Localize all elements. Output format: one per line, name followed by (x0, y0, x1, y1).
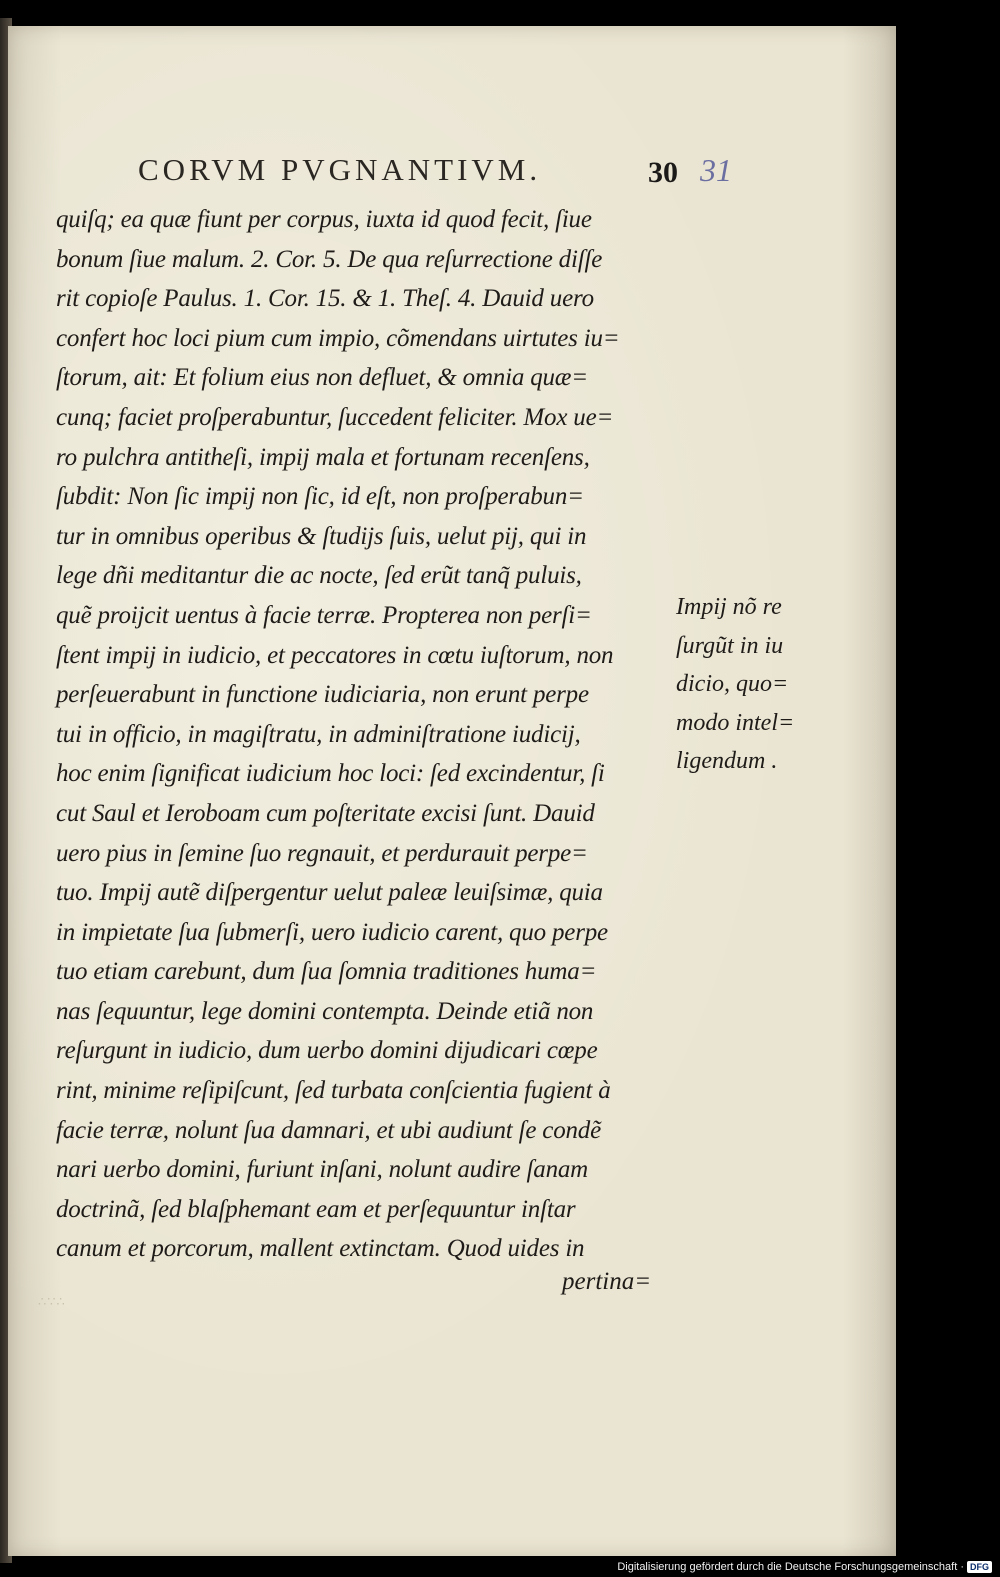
text-line: doctrinã, ſed blaſphemant eam et perſequuntur inſtar (56, 1195, 576, 1223)
text-line: facie terræ, nolunt ſua damnari, et ubi audiunt ſe condẽ (56, 1116, 601, 1144)
text-line: reſurgunt in iudicio, dum uerbo domini dijudicari cœpe (56, 1037, 598, 1065)
printed-folio-number: 30 (648, 156, 678, 189)
text-line: quiſq; ea quæ fiunt per corpus, iuxta id quod fecit, ſiue (56, 206, 592, 233)
text-line: rint, minime reſipiſcunt, ſed turbata conſcientia fugient à (56, 1077, 611, 1105)
text-line: lege dñi meditantur die ac nocte, ſed erũt tanq̃ puluis, (56, 562, 582, 590)
marginal-note (676, 588, 794, 781)
marginal-note-line: dicio, quo= (676, 671, 789, 697)
book-page (8, 26, 896, 1556)
text-line: tuo. Impij autẽ diſpergentur uelut paleæ leuiſsimæ, quia (56, 879, 603, 907)
digitization-credit (617, 1560, 992, 1574)
text-line: rit copioſe Paulus. 1. Cor. 15. & 1. Theſ. 4. Dauid uero (56, 285, 594, 313)
text-line: tuo etiam carebunt, dum ſua ſomnia traditiones huma= (56, 958, 597, 986)
text-line: tui in officio, in magiſtratu, in adminiſtratione iudicij, (56, 720, 581, 748)
text-line: bonum ſiue malum. 2. Cor. 5. De qua reſurrectione diſſe (56, 245, 603, 273)
text-line: ſtent impij in iudicio, et peccatores in cœtu iuſtorum, non (56, 641, 614, 669)
text-line: uero pius in ſemine ſuo regnauit, et perdurauit perpe= (56, 839, 588, 867)
text-line: cut Saul et Ieroboam cum poſteritate excisi ſunt. Dauid (56, 799, 595, 827)
dfg-logo: DFG (967, 1561, 992, 1573)
marginal-note-line: Impij nõ re (676, 594, 782, 620)
text-line: ſtorum, ait: Et folium eius non defluet, & omnia quæ= (56, 364, 588, 392)
text-line: quẽ proijcit uentus à facie terræ. Propterea non perſi= (56, 601, 592, 629)
handwritten-folio-number: 31 (700, 152, 732, 188)
running-head: CORVM PVGNANTIVM. (138, 152, 542, 187)
text-line: nas ſequuntur, lege domini contempta. Deinde etiã non (56, 997, 594, 1025)
text-line: ſubdit: Non ſic impij non ſic, id eſt, non proſperabun= (56, 483, 584, 511)
text-line: ro pulchra antitheſi, impij mala et fortunam recenſens, (56, 443, 590, 471)
marginal-note-line: ſurgũt in iu (676, 632, 784, 659)
text-line: confert hoc loci pium cum impio, cõmendans uirtutes iu= (56, 324, 620, 352)
marginal-note-line: modo intel= (676, 709, 795, 736)
credit-text: Digitalisierung gefördert durch die Deutsche Forschungsgemeinschaft · (617, 1561, 964, 1573)
show-through-mark: ∴∵∴ (38, 1294, 66, 1309)
text-line: hoc enim ſignificat iudicium hoc loci: ſed excindentur, ſi (56, 760, 605, 788)
text-line: canum et porcorum, mallent extinctam. Quod uides in (56, 1235, 585, 1263)
text-line: cunq; faciet proſperabuntur, ſuccedent feliciter. Mox ue= (56, 403, 614, 431)
body-text (56, 200, 696, 1269)
text-line: tur in omnibus operibus & ſtudijs ſuis, uelut pij, qui in (56, 522, 587, 550)
catchword: pertina= (562, 1268, 652, 1295)
page-header (138, 152, 758, 192)
text-line: in impietate ſua ſubmerſi, uero iudicio carent, quo perpe (56, 918, 608, 946)
text-line: perſeuerabunt in functione iudiciaria, non erunt perpe (56, 681, 589, 709)
text-line: nari uerbo domini, furiunt inſani, nolunt audire ſanam (56, 1156, 589, 1184)
marginal-note-line: ligendum . (676, 748, 778, 774)
